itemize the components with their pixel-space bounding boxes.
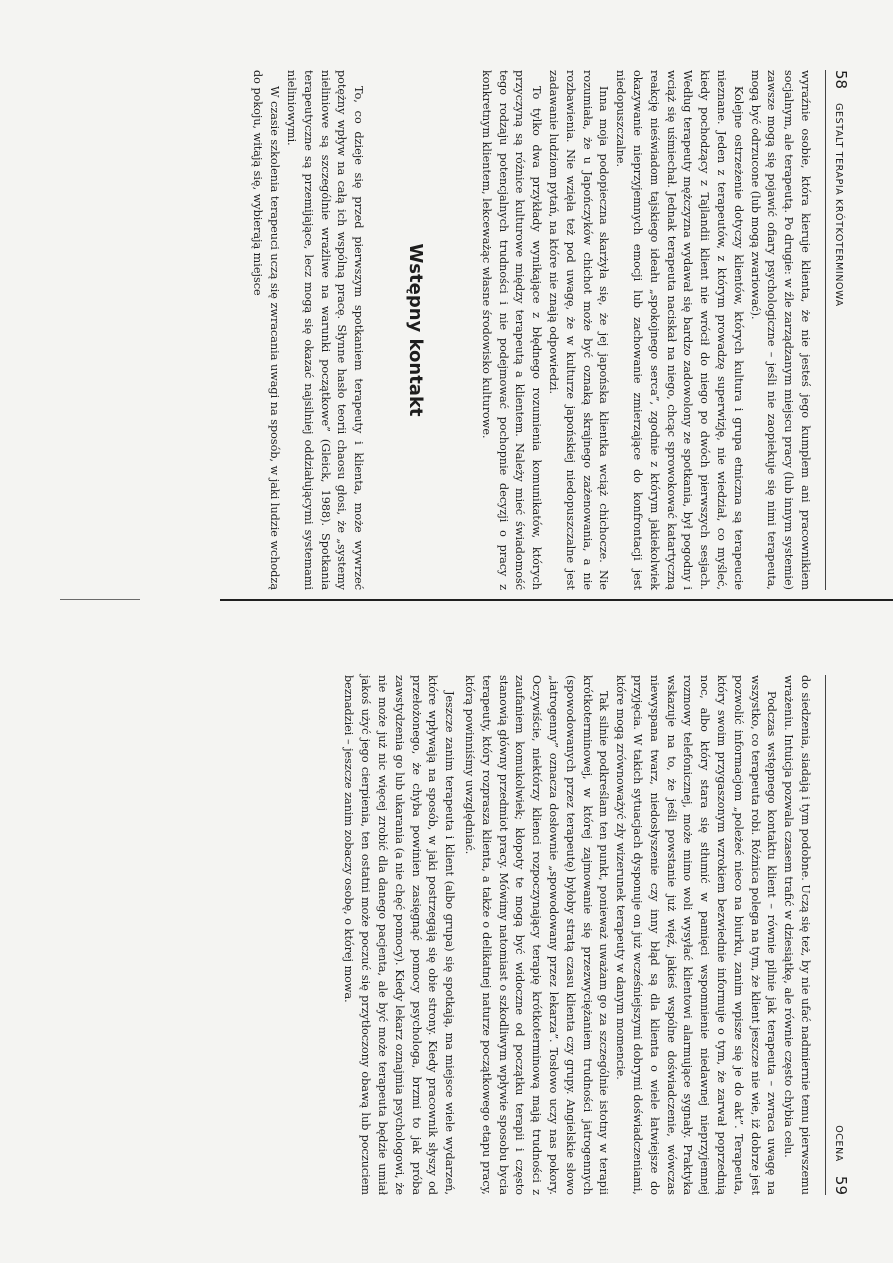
right-body-text [340,675,813,1195]
gutter-line-short [60,599,140,600]
paragraph: W czasie szkolenia terapeuci uczą się zwracania uwagi na sposób, w jaki ludzie wchodzą do pokoju, witają się, wybierają miejsce [251,70,282,590]
right-page [60,675,850,1195]
left-body-text [249,70,813,590]
right-page-number: 59 [832,1175,850,1195]
paragraph: Jeszcze zanim terapeuta i klient (albo grupa) się spotkają, ma miejsce wiele wydarzeń, które wpływają na sposób, w jaki postrzegają się obie strony. Kiedy pracownik słyszy od przełożonego, że chyba powinien zasięgnąć pomocy psychologa, brzmi to jak próba zawstydzenia go lub ukarania (a nie chęć pomocy). Kiedy lekarz oznajmia psychologowi, że nie może już nic więcej zrobić dla danego pacjenta, ale być może terapeuta będzie umiał jakoś użyć jego cierpienia, ten ostatni może poczuć się przytłoczony obawą lub poczuciem beznadziei – jeszcze zanim zobaczy osobę, o której mowa. [342,675,457,1195]
paragraph: Inna moja podopieczna skarżyła się, że jej japońska klientka wciąż chichocze. Nie rozumiała, że u Japończyków chichot może być oznaką skrajnego zażenowania, a nie rozbawienia. Nie wzięła też pod uwagę, że w kulturze japońskiej niedopuszczalne jest zadawanie ludziom pytań, na które nie znają odpowiedzi. [547,70,611,590]
paragraph: To tylko dwa przykłady wynikające z błędnego rozumienia komunikatów, których przyczyną są różnice kulturowe między terapeutą a klientem. Należy mieć świadomość tego rodzaju potencjalnych trudności i nie podejmować pochopnie decyzji o pracy z konkretnym klientem, lekceważąc własne środowisko kulturowe. [479,70,544,590]
left-running-head [825,70,850,590]
paragraph: do siedzenia, siadają i tym podobne. Uczą się też, by nie ufać nadmiernie temu pierwszemu wrażeniu. Intuicja pozwala czasem trafić w dziesiątkę, ale równie często chybia celu. [782,675,812,1195]
gutter-line [220,599,893,601]
paragraph: Tak silnie podkreślam ten punkt, ponieważ uważam go za szczególnie istotny w terapii krótkoterminowej, w której zajmowanie się przezwyciężaniem trudności jatrogennych (spowodowanych przez terapeutę) byłoby stratą czasu klienta czy grupy. Angielskie słowo „iatrogenny” oznacza dosłownie „spowodowany przez lekarza”. Tosłowo uczy nas pokory. Oczywiście, niektórzy klienci rozpoczynający terapię krótkoterminową mają trudności z zaufaniem komukolwiek; kłopoty te mogą być widoczne od początku terapii i często stanowią główny przedmiot pracy. Mówimy natomiast o szkodliwym wpływie sposobu bycia terapeuty, który rozprasza klienta, a także o delikatnej naturze początkowego etapu pracy, którą powinniśmy uwzględniać. [463,675,611,1195]
right-running-head [825,675,850,1195]
right-running-title: OCENA [833,1125,844,1162]
left-running-title: GESTALT TERAPIA KRÓTKOTERMINOWA [833,103,844,307]
left-page [60,70,850,590]
paragraph: To, co dzieje się przed pierwszym spotkaniem terapeuty i klienta, może wywrzeć potężny wpływ na całą ich wspólną pracę. Słynne hasło teorii chaosu głosi, że „systemy nieliniowe są szczególnie wrażliwe na warunki początkowe” (Gleick, 1988). Spotkania terapeutyczne są przemijające, lecz mogą się okazać najsilniej oddziałującymi systemami nieliniowymi. [285,70,366,590]
page-gutter [0,596,893,606]
paragraph: Podczas wstępnego kontaktu klient – równie pilnie jak terapeuta – zwraca uwagę na wszystko, co terapeuta robi. Różnica polega na tym, że klient jeszcze nie wie, iż dobrze jest pozwolić informacjom „poleżeć nieco na biurku, zanim wpisze się je do akt”. Terapeuta, który swoim przygaszonym wzrokiem bezwiednie informuje o tym, że zarwał poprzednią noc, albo który stara się stłumić w pamięci wspomnienie niedawnej nieprzyjemnej rozmowy telefonicznej, może mimo woli wysyłać klientowi alarmujące sygnały. Praktyka wskazuje na to, że jeśli powstanie już więź, jakieś wspólne doświadczenie, wówczas niewyspana twarz, niedosłyszenie czy inny błąd są dla klienta o wiele łatwiejsze do przyjęcia. W takich sytuacjach dysponuje on już wcześniejszymi dobrymi doświadczeniami, które mogą zrównoważyć zły wizerunek terapeuty w danym momencie. [614,675,779,1195]
paragraph: Kolejne ostrzeżenie dotyczy klientów, których kultura i grupa etniczna są terapeucie nieznane. Jeden z terapeutów, z którym prowadzę superwizję, nie wiedział, co myśleć, kiedy pochodzący z Tajlandii klient nie wrócił do niego po dwóch pierwszych sesjach. Według terapeuty mężczyzna wydawał się bardzo zadowolony ze spotkania, był pogodny i wciąż się uśmiechał. Jednak terapeuta naciskał na niego, chcąc sprowokować katartyczną reakcję nieświadom tajskiego ideału „spokojnego serca”, zgodnie z którym jakiekolwiek okazywanie nieprzyjemnych emocji lub zachowanie zmierzające do konfrontacji jest niedopuszczalne. [614,70,745,590]
left-page-number: 58 [832,70,850,90]
paragraph: wyraźnie osobie, która kieruje klienta, że nie jesteś jego kumplem ani pracownikiem socjalnym, ale terapeutą. Po drugie: w źle zarządzanym miejscu pracy (lub innym systemie) zawsze mogą się pojawić ofiary psychologiczne – jeśli nie zaopiekuje się nimi terapeuta, mogą być odrzucone (lub mogą zwariować). [748,70,812,590]
section-heading: Wstępny kontakt [405,243,427,417]
